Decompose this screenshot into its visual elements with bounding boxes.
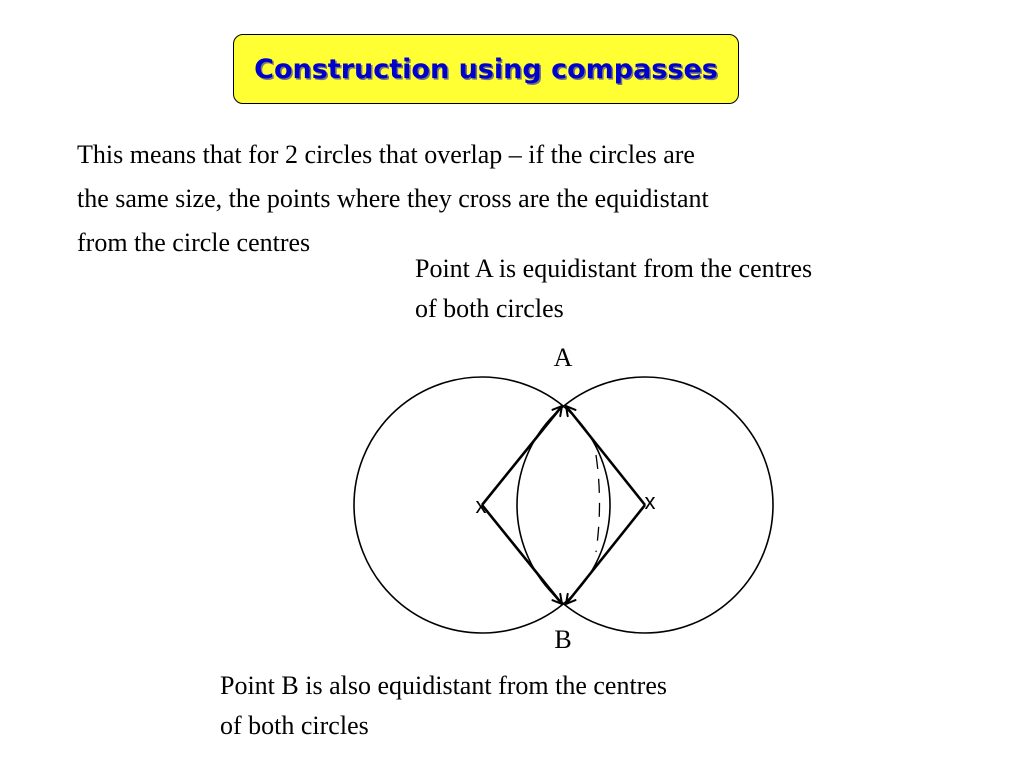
point-a-note-line: Point A is equidistant from the centres <box>415 254 813 283</box>
slide-title: Construction using compasses <box>254 53 718 85</box>
radius-left-to-a <box>482 406 562 505</box>
right-centre-mark: x <box>644 489 656 514</box>
arc-mark-right <box>596 455 600 552</box>
radius-left-to-b <box>482 505 562 604</box>
left-centre-mark: x <box>475 493 487 518</box>
intro-line: the same size, the points where they cross are the equidistant <box>77 184 709 213</box>
radius-right-to-b <box>566 505 645 604</box>
point-b-note-line: Point B is also equidistant from the centres <box>220 671 667 700</box>
radius-right-to-a <box>566 406 645 505</box>
intro-line: from the circle centres <box>77 228 311 257</box>
intro-line: This means that for 2 circles that overlap – if the circles are <box>77 140 695 169</box>
point-a-note-line: of both circles <box>415 294 564 323</box>
point-b-note-line: of both circles <box>220 711 369 740</box>
point-b-label: B <box>554 625 572 654</box>
point-b-note <box>220 666 840 746</box>
point-a-label: A <box>553 343 573 372</box>
